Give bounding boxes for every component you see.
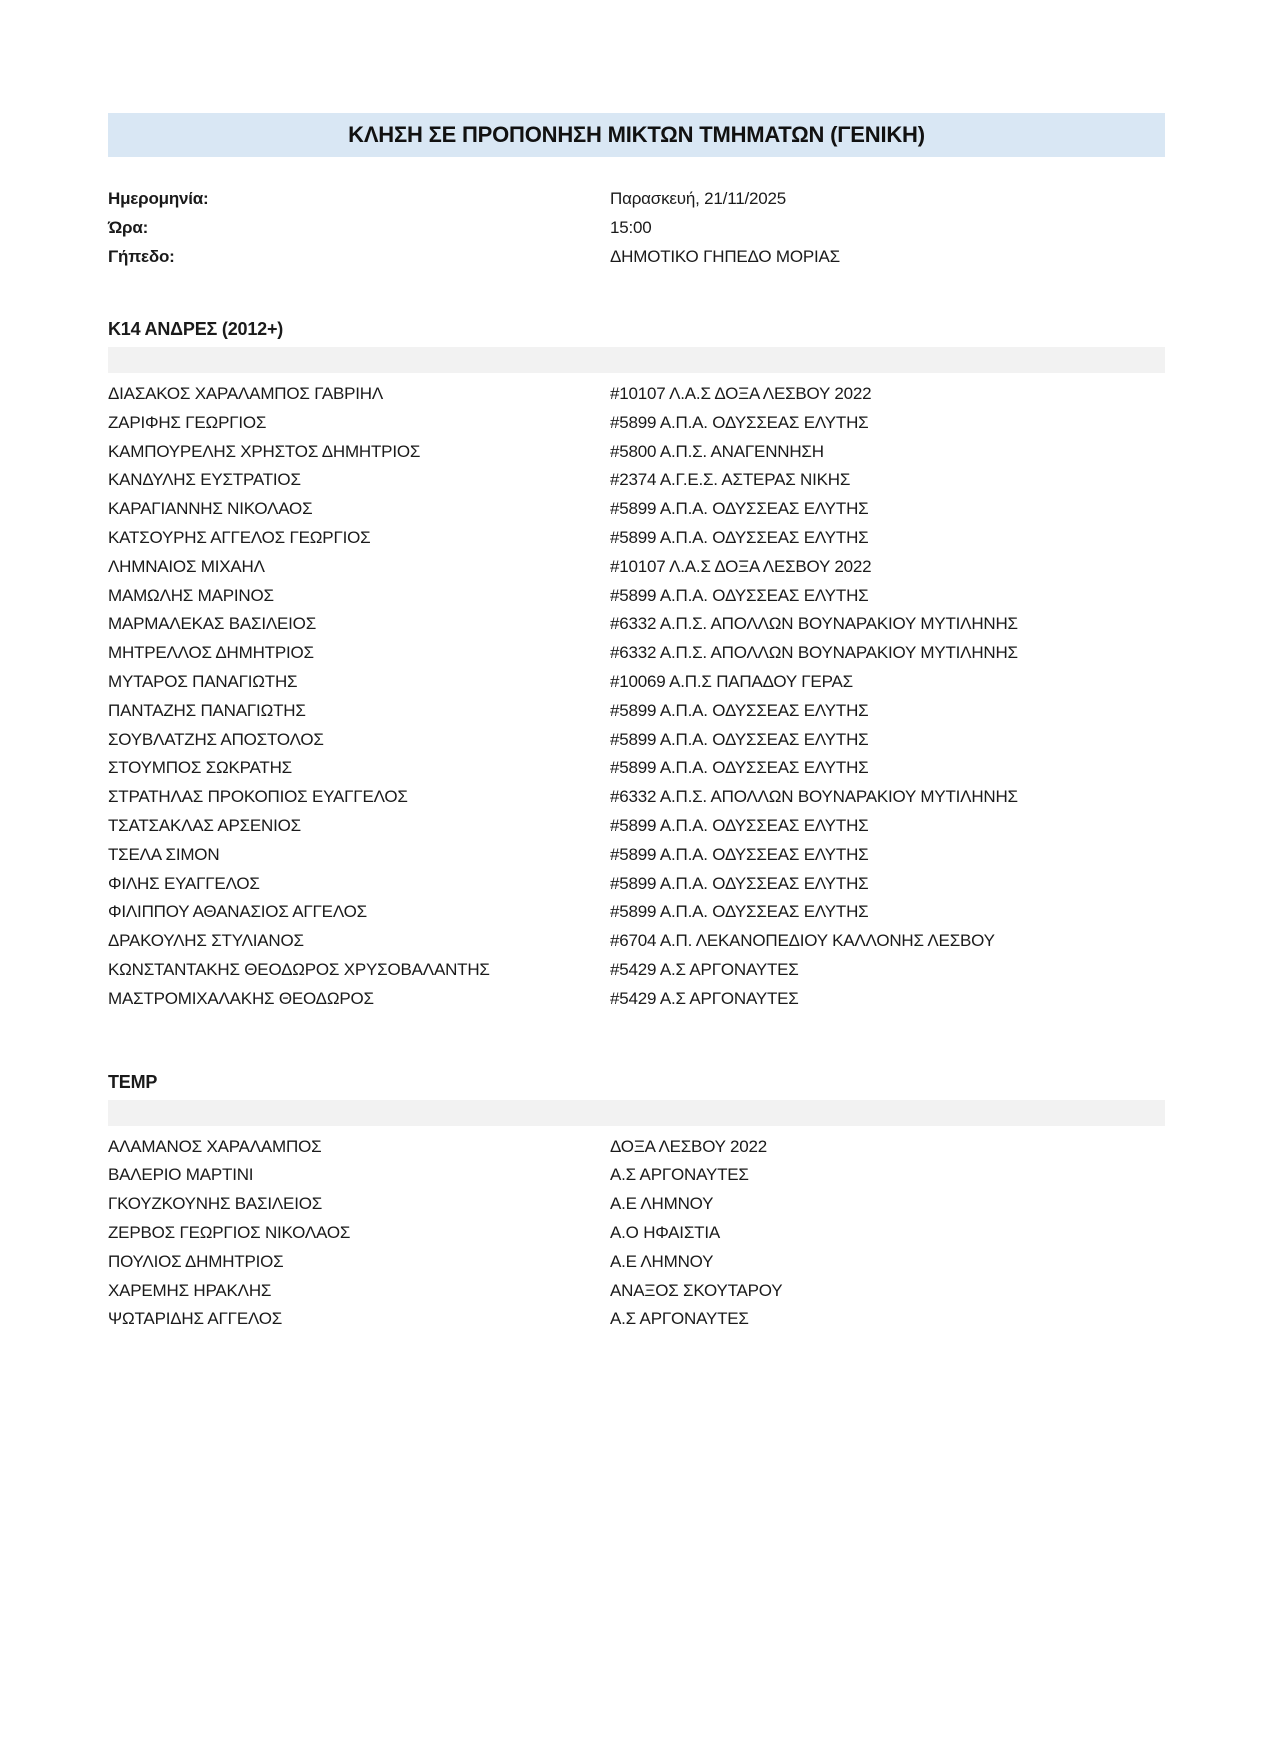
player-club: #6704 Α.Π. ΛΕΚΑΝΟΠΕΔΙΟΥ ΚΑΛΛΟΝΗΣ ΛΕΣΒΟΥ [610,931,995,951]
info-row-venue [108,242,1165,271]
date-value: Παρασκευή, 21/11/2025 [610,189,786,208]
player-club: Α.Ε ΛΗΜΝΟΥ [610,1251,714,1271]
player-club: Α.Ο ΗΦΑΙΣΤΙΑ [610,1222,720,1242]
player-row [108,697,1165,726]
player-row [108,553,1165,582]
player-club: #5899 Α.Π.Α. ΟΔΥΣΣΕΑΣ ΕΛΥΤΗΣ [610,758,869,778]
section-heading: TEMP [108,1071,158,1092]
player-name: ΜΥΤΑΡΟΣ ΠΑΝΑΓΙΩΤΗΣ [108,671,298,691]
player-club: Α.Σ ΑΡΓΟΝΑΥΤΕΣ [610,1309,749,1329]
info-row-time [108,213,1165,242]
roster-section [108,319,1165,1014]
player-row [108,1133,1165,1162]
info-row-date [108,184,1165,213]
player-name: ΖΑΡΙΦΗΣ ΓΕΩΡΓΙΟΣ [108,412,267,432]
section-header-bar [108,1100,1165,1126]
section-rows [108,380,1165,1014]
player-name: ΣΤΟΥΜΠΟΣ ΣΩΚΡΑΤΗΣ [108,758,292,778]
player-club: #5899 Α.Π.Α. ΟΔΥΣΣΕΑΣ ΕΛΥΤΗΣ [610,700,869,720]
player-row [108,1219,1165,1248]
player-row [108,1305,1165,1334]
player-row [108,754,1165,783]
sections [108,319,1165,1334]
player-name: ΚΑΜΠΟΥΡΕΛΗΣ ΧΡΗΣΤΟΣ ΔΗΜΗΤΡΙΟΣ [108,441,421,461]
player-row [108,639,1165,668]
player-club: #5899 Α.Π.Α. ΟΔΥΣΣΕΑΣ ΕΛΥΤΗΣ [610,844,869,864]
player-club: #10107 Λ.Α.Σ ΔΟΞΑ ΛΕΣΒΟΥ 2022 [610,384,872,403]
player-club: ΔΟΞΑ ΛΕΣΒΟΥ 2022 [610,1136,768,1156]
player-club: #5899 Α.Π.Α. ΟΔΥΣΣΕΑΣ ΕΛΥΤΗΣ [610,873,869,893]
player-name: ΛΗΜΝΑΙΟΣ ΜΙΧΑΗΛ [108,556,265,576]
player-row [108,409,1165,438]
player-club: #5899 Α.Π.Α. ΟΔΥΣΣΕΑΣ ΕΛΥΤΗΣ [610,815,869,835]
player-name: ΤΣΕΛΑ ΣΙΜΟΝ [108,844,220,864]
player-row [108,726,1165,755]
player-club: Α.Ε ΛΗΜΝΟΥ [610,1194,714,1214]
player-name: ΦΙΛΙΠΠΟΥ ΑΘΑΝΑΣΙΟΣ ΑΓΓΕΛΟΣ [108,902,367,922]
player-name: ΣΟΥΒΛΑΤΖΗΣ ΑΠΟΣΤΟΛΟΣ [108,729,324,749]
time-label: Ώρα: [108,218,149,237]
venue-label: Γήπεδο: [108,247,175,266]
player-row [108,985,1165,1014]
player-row [108,1248,1165,1277]
player-club: #10069 Α.Π.Σ ΠΑΠΑΔΟΥ ΓΕΡΑΣ [610,671,853,691]
section-header-bar [108,347,1165,373]
player-club: Α.Σ ΑΡΓΟΝΑΥΤΕΣ [610,1165,749,1185]
time-value: 15:00 [610,218,652,237]
player-name: ΑΛΑΜΑΝΟΣ ΧΑΡΑΛΑΜΠΟΣ [108,1136,322,1156]
player-name: ΧΑΡΕΜΗΣ ΗΡΑΚΛΗΣ [108,1280,272,1300]
section-rows [108,1133,1165,1335]
player-name: ΜΑΡΜΑΛΕΚΑΣ ΒΑΣΙΛΕΙΟΣ [108,614,317,634]
player-row [108,1277,1165,1306]
player-club: #6332 Α.Π.Σ. ΑΠΟΛΛΩΝ ΒΟΥΝΑΡΑΚΙΟΥ ΜΥΤΙΛΗΝΗΣ [610,787,1018,807]
player-name: ΦΙΛΗΣ ΕΥΑΓΓΕΛΟΣ [108,873,260,893]
player-club: #5429 Α.Σ ΑΡΓΟΝΑΥΤΕΣ [610,959,799,979]
section-heading: Κ14 ΑΝΔΡΕΣ (2012+) [108,319,284,339]
document-title-bar [108,113,1165,157]
session-info [108,184,1165,271]
player-name: ΣΤΡΑΤΗΛΑΣ ΠΡΟΚΟΠΙΟΣ ΕΥΑΓΓΕΛΟΣ [108,787,408,807]
player-name: ΠΑΝΤΑΖΗΣ ΠΑΝΑΓΙΩΤΗΣ [108,700,306,720]
player-row [108,1190,1165,1219]
player-name: ΔΡΑΚΟΥΛΗΣ ΣΤΥΛΙΑΝΟΣ [108,931,304,951]
player-row [108,812,1165,841]
player-club: #5800 Α.Π.Σ. ΑΝΑΓΕΝΝΗΣΗ [610,441,824,461]
player-row [108,610,1165,639]
player-club: #2374 Α.Γ.Ε.Σ. ΑΣΤΕΡΑΣ ΝΙΚΗΣ [610,470,851,490]
venue-value: ΔΗΜΟΤΙΚΟ ΓΗΠΕΔΟ ΜΟΡΙΑΣ [610,247,840,266]
player-row [108,668,1165,697]
player-name: ΠΟΥΛΙΟΣ ΔΗΜΗΤΡΙΟΣ [108,1251,284,1271]
player-name: ΚΩΝΣΤΑΝΤΑΚΗΣ ΘΕΟΔΩΡΟΣ ΧΡΥΣΟΒΑΛΑΝΤΗΣ [108,959,490,979]
player-club: #5899 Α.Π.Α. ΟΔΥΣΣΕΑΣ ΕΛΥΤΗΣ [610,527,869,547]
player-name: ΖΕΡΒΟΣ ΓΕΩΡΓΙΟΣ ΝΙΚΟΛΑΟΣ [108,1222,351,1242]
player-row [108,524,1165,553]
player-club: ΑΝΑΞΟΣ ΣΚΟΥΤΑΡΟΥ [610,1280,783,1300]
player-name: ΔΙΑΣΑΚΟΣ ΧΑΡΑΛΑΜΠΟΣ ΓΑΒΡΙΗΛ [108,384,383,403]
document-title: ΚΛΗΣΗ ΣΕ ΠΡΟΠΟΝΗΣΗ ΜΙΚΤΩΝ ΤΜΗΜΑΤΩΝ (ΓΕΝΙΚΗ) [348,122,925,147]
player-row [108,1161,1165,1190]
player-row [108,956,1165,985]
player-row [108,466,1165,495]
player-club: #6332 Α.Π.Σ. ΑΠΟΛΛΩΝ ΒΟΥΝΑΡΑΚΙΟΥ ΜΥΤΙΛΗΝΗΣ [610,614,1018,634]
player-row [108,380,1165,409]
player-club: #5899 Α.Π.Α. ΟΔΥΣΣΕΑΣ ΕΛΥΤΗΣ [610,412,869,432]
player-club: #5899 Α.Π.Α. ΟΔΥΣΣΕΑΣ ΕΛΥΤΗΣ [610,585,869,605]
player-name: ΜΗΤΡΕΛΛΟΣ ΔΗΜΗΤΡΙΟΣ [108,643,314,663]
player-name: ΜΑΜΩΛΗΣ ΜΑΡΙΝΟΣ [108,585,274,605]
player-club: #5429 Α.Σ ΑΡΓΟΝΑΥΤΕΣ [610,988,799,1008]
player-row [108,841,1165,870]
player-club: #5899 Α.Π.Α. ΟΔΥΣΣΕΑΣ ΕΛΥΤΗΣ [610,499,869,519]
player-name: ΓΚΟΥΖΚΟΥΝΗΣ ΒΑΣΙΛΕΙΟΣ [108,1194,323,1214]
player-name: ΤΣΑΤΣΑΚΛΑΣ ΑΡΣΕΝΙΟΣ [108,815,301,835]
player-club: #10107 Λ.Α.Σ ΔΟΞΑ ΛΕΣΒΟΥ 2022 [610,556,872,576]
player-row [108,438,1165,467]
player-row [108,927,1165,956]
document-page [108,113,1165,1334]
player-row [108,870,1165,899]
player-row [108,898,1165,927]
player-row [108,495,1165,524]
player-name: ΚΑΤΣΟΥΡΗΣ ΑΓΓΕΛΟΣ ΓΕΩΡΓΙΟΣ [108,527,371,547]
player-row [108,582,1165,611]
player-name: ΜΑΣΤΡΟΜΙΧΑΛΑΚΗΣ ΘΕΟΔΩΡΟΣ [108,988,374,1008]
player-name: ΒΑΛΕΡΙΟ ΜΑΡΤΙΝΙ [108,1165,254,1185]
player-name: ΨΩΤΑΡΙΔΗΣ ΑΓΓΕΛΟΣ [108,1309,283,1329]
player-club: #5899 Α.Π.Α. ΟΔΥΣΣΕΑΣ ΕΛΥΤΗΣ [610,729,869,749]
player-row [108,783,1165,812]
date-label: Ημερομηνία: [108,189,209,208]
roster-section [108,1072,1165,1335]
player-club: #6332 Α.Π.Σ. ΑΠΟΛΛΩΝ ΒΟΥΝΑΡΑΚΙΟΥ ΜΥΤΙΛΗΝΗΣ [610,643,1018,663]
player-name: ΚΑΡΑΓΙΑΝΝΗΣ ΝΙΚΟΛΑΟΣ [108,499,313,519]
player-name: ΚΑΝΔΥΛΗΣ ΕΥΣΤΡΑΤΙΟΣ [108,470,301,490]
player-club: #5899 Α.Π.Α. ΟΔΥΣΣΕΑΣ ΕΛΥΤΗΣ [610,902,869,922]
